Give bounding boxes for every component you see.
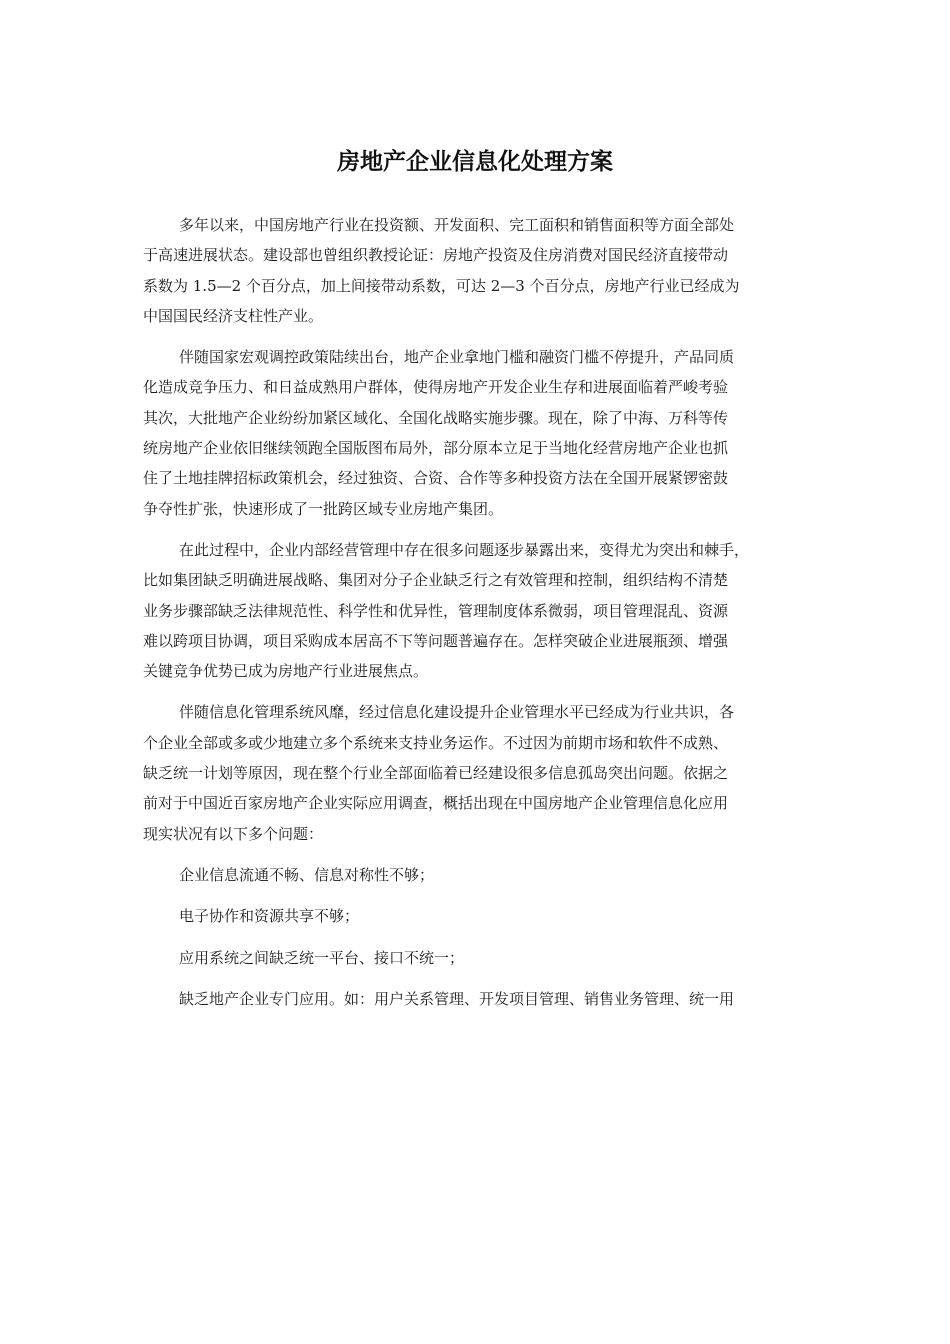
paragraph-1 (143, 210, 811, 331)
paragraph-line: 在此过程中，企业内部经营管理中存在很多问题逐步暴露出来，变得尤为突出和棘手， (179, 540, 750, 559)
paragraph-line: 比如集团缺乏明确进展战略、集团对分子企业缺乏行之有效管理和控制，组织结构不清楚 (143, 571, 729, 590)
list-item-4 (143, 984, 811, 1014)
paragraph-line: 关键竞争优势已成为房地产行业进展焦点。 (143, 662, 429, 681)
paragraph-line: 难以跨项目协调，项目采购成本居高不下等问题普遍存在。怎样突破企业进展瓶颈、增强 (143, 631, 729, 650)
paragraph-line: 业务步骤部缺乏法律规范性、科学性和优异性，管理制度体系微弱，项目管理混乱、资源 (143, 601, 729, 620)
paragraph-line: 个企业全部或多或少地建立多个系统来支持业务运作。不过因为前期市场和软件不成熟、 (143, 733, 729, 752)
paragraph-line: 中国国民经济支柱性产业。 (143, 306, 324, 325)
paragraph-line: 多年以来，中国房地产行业在投资额、开发面积、完工面积和销售面积等方面全部处 (179, 216, 735, 234)
document-body (143, 210, 811, 1025)
document-title: 房地产企业信息化处理方案 (337, 148, 613, 175)
paragraph-line: 伴随信息化管理系统风靡，经过信息化建设提升企业管理水平已经成为行业共识，各 (179, 703, 735, 722)
paragraph-line: 住了土地挂牌招标政策机会，经过独资、合资、合作等多种投资方法在全国开展紧锣密鼓 (143, 469, 729, 488)
paragraph-line: 化造成竞争压力、和日益成熟用户群体，使得房地产开发企业生存和进展面临着严峻考验 (143, 378, 729, 397)
paragraph-line: 现实状况有以下多个问题： (143, 824, 324, 843)
list-item-1 (143, 860, 811, 890)
paragraph-line: 缺乏统一计划等原因，现在整个行业全部面临着已经建设很多信息孤岛突出问题。依据之 (143, 764, 729, 783)
paragraph-line: 伴随国家宏观调控政策陆续出台，地产企业拿地门槛和融资门槛不停提升，产品同质 (179, 348, 735, 367)
paragraph-line: 缺乏地产企业专门应用。如：用户关系管理、开发项目管理、销售业务管理、统一用 (179, 989, 735, 1008)
list-item-3 (143, 943, 811, 973)
paragraph-line: 企业信息流通不畅、信息对称性不够； (179, 865, 435, 884)
paragraph-line: 其次，大批地产企业纷纷加紧区域化、全国化战略实施步骤。现在，除了中海、万科等传 (143, 408, 729, 427)
paragraph-line: 争夺性扩张，快速形成了一批跨区域专业房地产集团。 (143, 499, 504, 518)
paragraph-3 (143, 535, 811, 686)
paragraph-line: 前对于中国近百家房地产企业实际应用调查，概括出现在中国房地产企业管理信息化应用 (143, 794, 729, 813)
paragraph-2 (143, 342, 811, 524)
list-item-2 (143, 901, 811, 931)
paragraph-4 (143, 697, 811, 848)
paragraph-line: 应用系统之间缺乏统一平台、接口不统一； (179, 948, 465, 967)
paragraph-line: 于高速进展状态。建设部也曾组织教授论证：房地产投资及住房消费对国民经济直接带动 (143, 246, 729, 265)
paragraph-line: 系数为 1.5—2 个百分点，加上间接带动系数，可达 2—3 个百分点，房地产行业已经成为 (143, 276, 740, 295)
paragraph-line: 电子协作和资源共享不够； (179, 907, 360, 926)
paragraph-line: 统房地产企业依旧继续领跑全国版图布局外，部分原本立足于当地化经营房地产企业也抓 (143, 439, 729, 458)
